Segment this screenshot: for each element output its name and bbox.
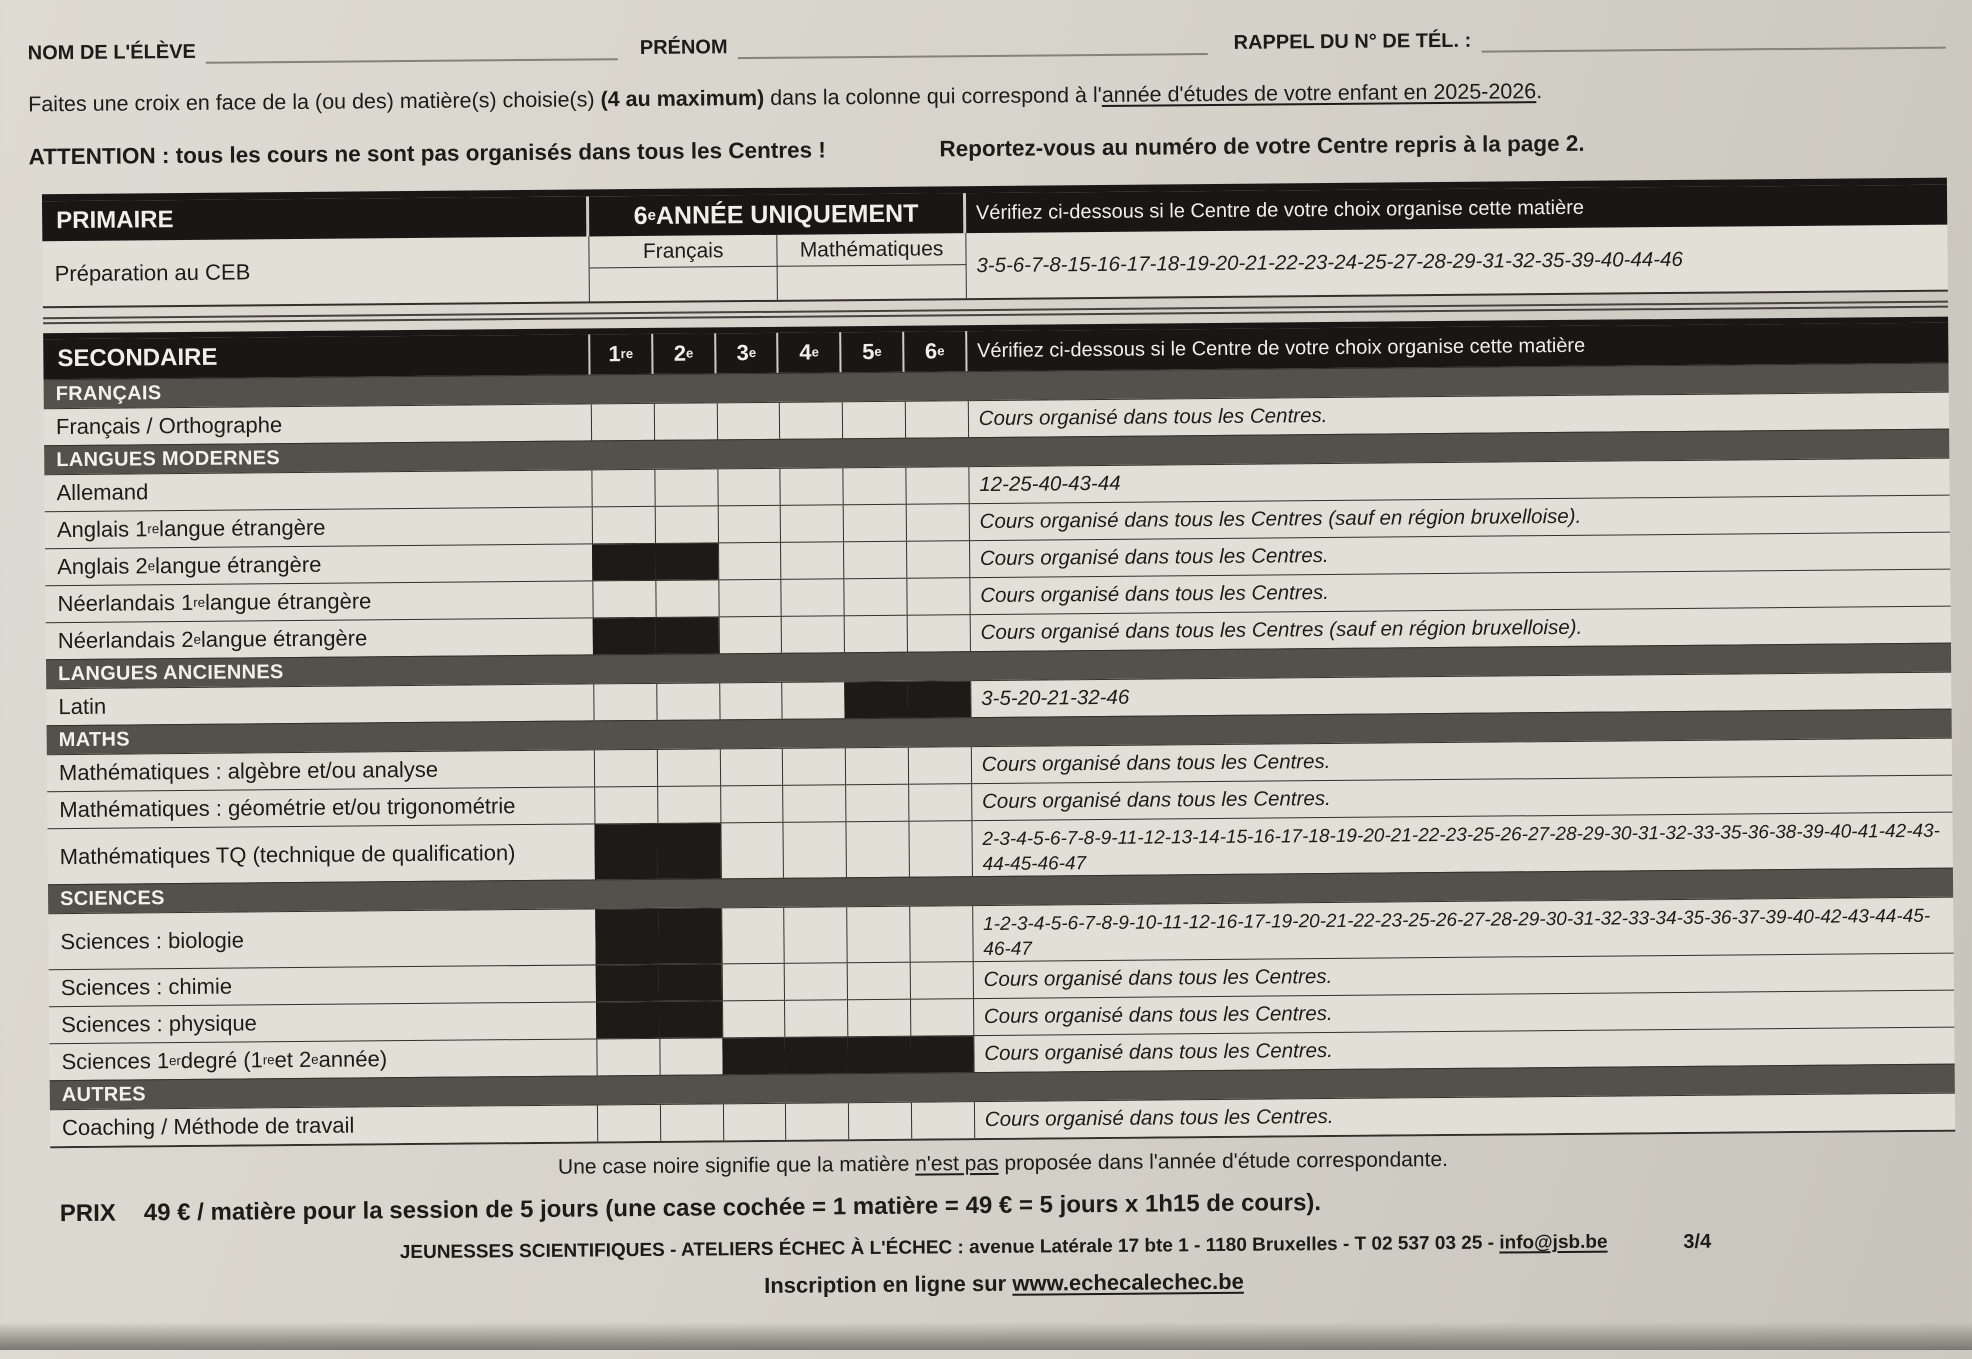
year-cross-cell-4e[interactable]	[782, 748, 845, 785]
year-cross-cell-1re[interactable]	[596, 1039, 659, 1076]
instructions-text: Faites une croix en face de la (ou des) matière(s) choisie(s) (4 au maximum) dans la colonne qui correspond à l'année d'études de votre enfant en 2025-2026.	[28, 79, 1543, 117]
year-cross-cell-5e[interactable]	[848, 1103, 911, 1140]
blocked-year-cell-1re	[592, 544, 655, 581]
blocked-year-cell-3e	[722, 1038, 785, 1075]
secondaire-rows	[44, 363, 1956, 1147]
email-link: info@jsb.be	[1499, 1231, 1608, 1254]
year-cross-cell-6e[interactable]	[908, 821, 971, 877]
year-cross-cell-3e[interactable]	[716, 403, 779, 440]
section-header: SCIENCES	[48, 868, 1953, 914]
blocked-year-cell-1re	[594, 824, 657, 880]
primaire-row-label: Préparation au CEB	[42, 236, 590, 306]
website-link: www.echecalechec.be	[1012, 1268, 1244, 1296]
blocked-year-cell-4e	[785, 1037, 848, 1074]
year-cross-cell-6e[interactable]	[909, 906, 972, 962]
primaire-subject-header: Mathématiques	[778, 233, 967, 267]
year-cross-cell-2e[interactable]	[660, 1104, 723, 1141]
year-cross-cell-2e[interactable]	[654, 403, 717, 440]
year-cross-cell-6e[interactable]	[905, 467, 968, 504]
year-cross-cell-3e[interactable]	[718, 580, 781, 617]
blocked-year-cell-5e	[848, 1037, 911, 1074]
centres-info: 1-2-3-4-5-6-7-8-9-10-11-12-16-17-19-20-21-22-23-25-26-27-28-29-30-31-32-33-34-35-36-37-39-40-42-43-44-45-46-47	[972, 898, 1954, 962]
course-label: Anglais 2 e langue étrangère	[57, 551, 322, 580]
course-label: Mathématiques : algèbre et/ou analyse	[58, 756, 439, 786]
centres-info: Cours organisé dans tous les Centres.	[968, 393, 1949, 438]
year-cross-cell-3e[interactable]	[723, 1104, 786, 1141]
blocked-year-cell-6e	[907, 681, 970, 718]
year-cross-cell-3e[interactable]	[717, 506, 780, 543]
attention-line	[29, 131, 1585, 171]
year-cross-cell-1re[interactable]	[594, 750, 657, 787]
course-label: Allemand	[56, 479, 149, 506]
black-cell-note: Une case noire signifie que la matière n'est pas proposée dans l'année d'étude correspondante.	[557, 1147, 1449, 1179]
year-cross-cell-2e[interactable]	[656, 683, 719, 720]
centres-info: Cours organisé dans tous les Centres.	[969, 570, 1950, 615]
nom-input-line[interactable]	[206, 38, 618, 64]
centres-info: Cours organisé dans tous les Centres.	[973, 991, 1954, 1036]
course-label: Sciences : chimie	[60, 973, 233, 1001]
primaire-cross-cell-1[interactable]	[590, 267, 779, 302]
year-cross-cell-6e[interactable]	[911, 1102, 974, 1139]
year-cross-cell-6e[interactable]	[910, 999, 973, 1036]
centres-info: Cours organisé dans tous les Centres (sauf en région bruxelloise).	[969, 607, 1950, 652]
blocked-year-cell-2e	[657, 823, 720, 879]
section-header: FRANÇAIS	[44, 363, 1949, 409]
blocked-year-cell-2e	[659, 1001, 722, 1038]
identity-line	[28, 26, 1946, 66]
centres-info: Cours organisé dans tous les Centres (sauf en région bruxelloise).	[968, 496, 1949, 541]
prenom-label: PRÉNOM	[639, 36, 728, 60]
centres-info: 3-5-20-21-32-46	[970, 673, 1951, 718]
course-label: Français / Orthographe	[55, 412, 283, 440]
course-label: Néerlandais 1 re langue étrangère	[57, 588, 372, 617]
year-cross-cell-4e[interactable]	[780, 468, 843, 505]
underlined-school-year: année d'études de votre enfant en 2025-2026	[1101, 79, 1537, 107]
year-cross-cell-4e[interactable]	[785, 1103, 848, 1140]
secondaire-table	[43, 317, 1955, 1149]
year-cross-cell-3e[interactable]	[722, 1001, 785, 1038]
year-cross-cell-6e[interactable]	[908, 784, 971, 821]
primaire-table	[42, 178, 1948, 309]
year-cross-cell-5e[interactable]	[847, 963, 910, 1000]
year-cross-cell-4e[interactable]	[783, 785, 846, 822]
year-cross-cell-6e[interactable]	[908, 747, 971, 784]
year-column-header-6e: 6 e	[904, 331, 967, 372]
year-column-header-1re: 1 re	[590, 334, 653, 375]
year-cross-cell-2e[interactable]	[655, 580, 718, 617]
year-cross-cell-2e[interactable]	[657, 749, 720, 786]
course-label: Anglais 1 re langue étrangère	[56, 514, 326, 543]
primaire-cross-cell-2[interactable]	[778, 265, 967, 300]
secondaire-title: SECONDAIRE	[43, 334, 590, 379]
blocked-year-cell-6e	[910, 1036, 973, 1073]
year-cross-cell-2e[interactable]	[654, 469, 717, 506]
blocked-year-cell-1re	[596, 965, 659, 1002]
blocked-year-cell-2e	[658, 908, 721, 964]
year-cross-cell-3e[interactable]	[721, 908, 784, 964]
year-cross-cell-5e[interactable]	[845, 785, 908, 822]
year-cross-cell-3e[interactable]	[717, 469, 780, 506]
year-cross-cell-1re[interactable]	[597, 1105, 660, 1142]
year-cross-cell-1re[interactable]	[594, 787, 657, 824]
year-cross-cell-5e[interactable]	[847, 1000, 910, 1037]
year-cross-cell-3e[interactable]	[720, 823, 783, 879]
attention-right: Reportez-vous au numéro de votre Centre repris à la page 2.	[939, 130, 1585, 162]
centres-info: Cours organisé dans tous les Centres.	[971, 776, 1952, 821]
year-cross-cell-3e[interactable]	[718, 617, 781, 654]
secondaire-verify-header: Vérifiez ci-dessous si le Centre de votre choix organise cette matière	[977, 334, 1586, 362]
inscription-line: Inscription en ligne sur www.echecalechec.be	[764, 1268, 1244, 1298]
centres-info: Cours organisé dans tous les Centres.	[969, 533, 1950, 578]
centres-info: Cours organisé dans tous les Centres.	[973, 1028, 1954, 1073]
tel-input-line[interactable]	[1481, 27, 1946, 53]
course-label: Néerlandais 2 e langue étrangère	[57, 625, 368, 654]
year-cross-cell-2e[interactable]	[654, 506, 717, 543]
centres-info: Cours organisé dans tous les Centres.	[974, 1094, 1955, 1139]
year-column-header-2e: 2 e	[653, 333, 716, 374]
year-cross-cell-2e[interactable]	[657, 786, 720, 823]
centres-info: 12-25-40-43-44	[968, 459, 1949, 504]
year-cross-cell-3e[interactable]	[719, 683, 782, 720]
section-header: AUTRES	[50, 1064, 1955, 1110]
year-cross-cell-4e[interactable]	[781, 579, 844, 616]
year-cross-cell-6e[interactable]	[906, 541, 969, 578]
year-cross-cell-5e[interactable]	[843, 468, 906, 505]
course-label: Sciences 1 er degré (1 re et 2 e année)	[61, 1046, 388, 1075]
year-cross-cell-1re[interactable]	[592, 581, 655, 618]
centres-info: 2-3-4-5-6-7-8-9-11-12-13-14-15-16-17-18-19-20-21-22-23-25-26-27-28-29-30-31-32-33-35-36-38-39-40-41-42-43-44-45-46-47	[971, 813, 1953, 877]
year-column-header-3e: 3 e	[716, 333, 779, 374]
year-cross-cell-5e[interactable]	[842, 402, 905, 439]
year-cross-cell-1re[interactable]	[591, 470, 654, 507]
tel-label: RAPPEL DU N° DE TÉL. :	[1233, 29, 1472, 54]
primaire-subject-header: Français	[589, 235, 778, 269]
section-header: LANGUES ANCIENNES	[46, 643, 1951, 689]
course-label: Mathématiques TQ (technique de qualification)	[59, 839, 516, 869]
prenom-input-line[interactable]	[738, 33, 1208, 59]
course-label: Coaching / Méthode de travail	[61, 1112, 355, 1141]
year-cross-cell-5e[interactable]	[846, 907, 909, 963]
course-label: Mathématiques : géométrie et/ou trigonométrie	[59, 793, 516, 823]
year-cross-cell-5e[interactable]	[845, 748, 908, 785]
underlined-nest-pas: n'est pas	[915, 1151, 999, 1176]
year-cross-cell-4e[interactable]	[784, 1000, 847, 1037]
year-cross-cell-5e[interactable]	[844, 579, 907, 616]
centres-info: Cours organisé dans tous les Centres.	[971, 739, 1952, 784]
year-cross-cell-1re[interactable]	[593, 684, 656, 721]
section-header: MATHS	[47, 709, 1952, 755]
primaire-centres-list: 3-5-6-7-8-15-16-17-18-19-20-21-22-23-24-25-27-28-29-31-32-35-39-40-44-46	[976, 247, 1683, 277]
organisation-footer: JEUNESSES SCIENTIFIQUES - ATELIERS ÉCHEC À L'ÉCHEC : avenue Latérale 17 bte 1 - 1180 Bruxelles - T 02 537 03 25 - info@jsb.be 3/4	[399, 1230, 1712, 1264]
blocked-year-cell-1re	[595, 909, 658, 965]
blocked-year-cell-2e	[655, 617, 718, 654]
blocked-year-cell-1re	[596, 1002, 659, 1039]
year-cross-cell-4e[interactable]	[784, 963, 847, 1000]
blocked-year-cell-2e	[658, 964, 721, 1001]
price-text: 49 € / matière pour la session de 5 jours (une case cochée = 1 matière = 49 € = 5 jours x 1h15 de cours).	[143, 1189, 1322, 1227]
price-line	[60, 1184, 1956, 1229]
course-label: Sciences : physique	[61, 1010, 257, 1038]
year-column-header-5e: 5 e	[841, 332, 904, 373]
year-cross-cell-4e[interactable]	[784, 907, 847, 963]
course-label: Sciences : biologie	[60, 926, 245, 954]
year-cross-cell-1re[interactable]	[591, 404, 654, 441]
year-cross-cell-1re[interactable]	[592, 507, 655, 544]
year-cross-cell-3e[interactable]	[719, 749, 782, 786]
year-cross-cell-4e[interactable]	[781, 616, 844, 653]
year-cross-cell-6e[interactable]	[910, 962, 973, 999]
year-cross-cell-3e[interactable]	[721, 964, 784, 1001]
year-cross-cell-2e[interactable]	[659, 1038, 722, 1075]
course-label: Latin	[58, 693, 107, 720]
year-cross-cell-5e[interactable]	[843, 542, 906, 579]
attention-left: ATTENTION : tous les cours ne sont pas organisés dans tous les Centres !	[28, 137, 826, 170]
year-cross-cell-6e[interactable]	[907, 615, 970, 652]
year-cross-cell-3e[interactable]	[720, 786, 783, 823]
year-cross-cell-4e[interactable]	[780, 542, 843, 579]
centres-info: Cours organisé dans tous les Centres.	[972, 954, 1953, 999]
year-cross-cell-3e[interactable]	[718, 543, 781, 580]
blocked-year-cell-2e	[655, 543, 718, 580]
primaire-year-header: 6 e ANNÉE UNIQUEMENT	[589, 193, 966, 236]
blocked-year-cell-5e	[844, 682, 907, 719]
year-cross-cell-4e[interactable]	[783, 822, 846, 878]
nom-label: NOM DE L'ÉLÈVE	[27, 40, 196, 65]
year-cross-cell-4e[interactable]	[780, 505, 843, 542]
year-cross-cell-5e[interactable]	[843, 505, 906, 542]
primaire-title: PRIMAIRE	[42, 196, 589, 241]
price-label: PRIX	[59, 1199, 116, 1228]
year-cross-cell-5e[interactable]	[844, 616, 907, 653]
year-cross-cell-5e[interactable]	[846, 822, 909, 878]
year-cross-cell-4e[interactable]	[779, 402, 842, 439]
section-header: LANGUES MODERNES	[44, 429, 1949, 475]
year-cross-cell-6e[interactable]	[905, 401, 968, 438]
primaire-verify-header: Vérifiez ci-dessous si le Centre de votre choix organise cette matière	[966, 185, 1948, 234]
year-cross-cell-6e[interactable]	[906, 504, 969, 541]
year-cross-cell-4e[interactable]	[782, 682, 845, 719]
year-cross-cell-6e[interactable]	[906, 578, 969, 615]
page-number: 3/4	[1683, 1230, 1712, 1253]
year-column-header-4e: 4 e	[779, 332, 842, 373]
blocked-year-cell-1re	[593, 618, 656, 655]
